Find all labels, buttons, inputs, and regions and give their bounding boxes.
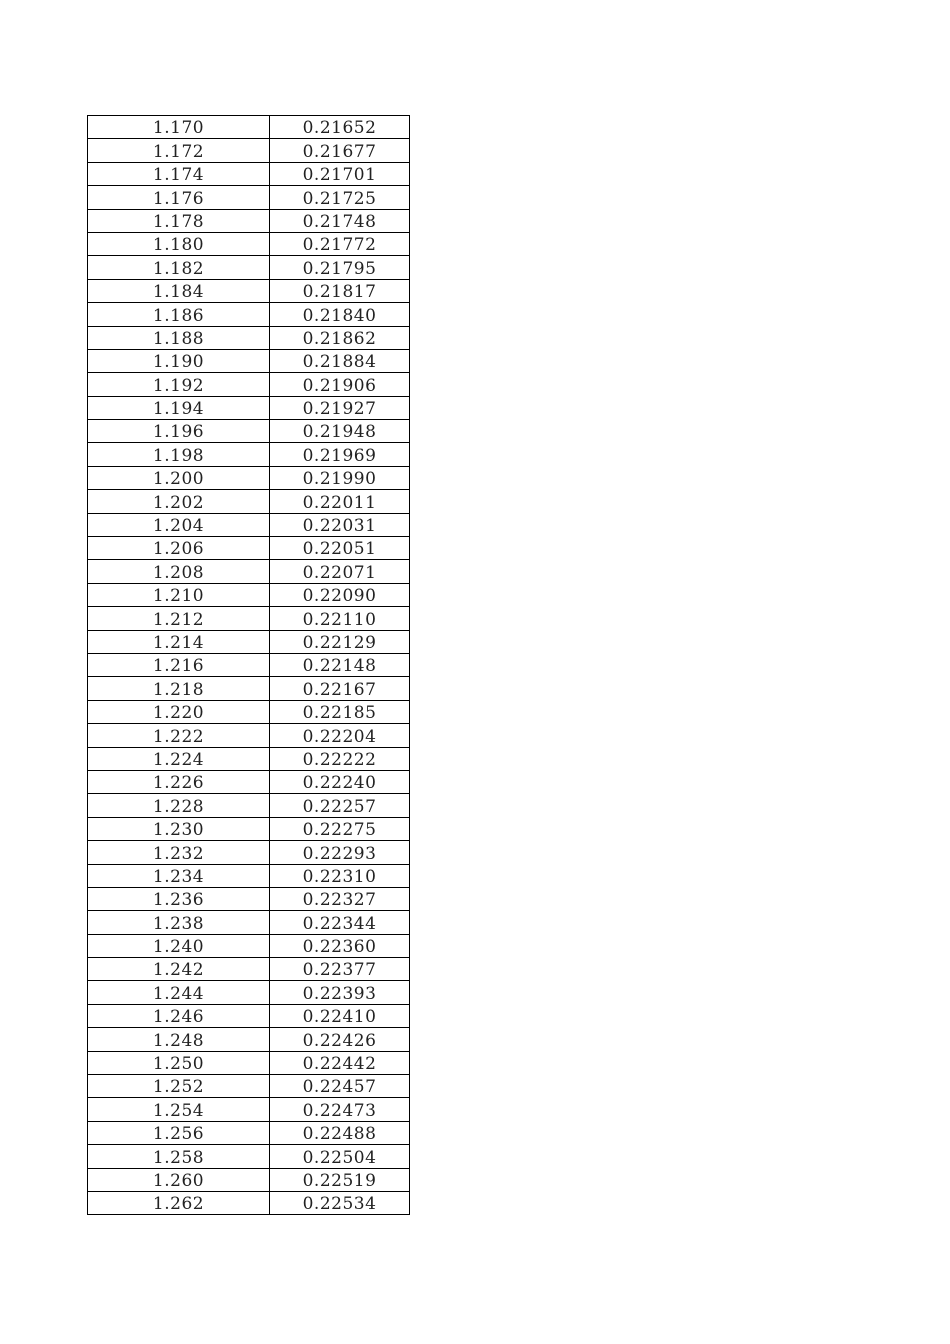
table-cell-x: 1.216 xyxy=(88,653,270,676)
table-cell-x: 1.214 xyxy=(88,630,270,653)
table-cell-y: 0.21927 xyxy=(270,396,410,419)
table-cell-y: 0.21772 xyxy=(270,232,410,255)
table-cell-y: 0.22129 xyxy=(270,630,410,653)
table-cell-x: 1.232 xyxy=(88,841,270,864)
table-row xyxy=(88,981,410,1004)
table-row xyxy=(88,443,410,466)
table-cell-x: 1.240 xyxy=(88,934,270,957)
table-cell-y: 0.22148 xyxy=(270,653,410,676)
table-cell-y: 0.21884 xyxy=(270,349,410,372)
table-cell-x: 1.250 xyxy=(88,1051,270,1074)
table-row xyxy=(88,349,410,372)
table-cell-x: 1.218 xyxy=(88,677,270,700)
table-cell-y: 0.21701 xyxy=(270,162,410,185)
table-cell-x: 1.228 xyxy=(88,794,270,817)
table-cell-y: 0.22222 xyxy=(270,747,410,770)
table-row xyxy=(88,911,410,934)
table-cell-y: 0.22051 xyxy=(270,537,410,560)
table-cell-y: 0.22504 xyxy=(270,1145,410,1168)
table-row xyxy=(88,232,410,255)
table-cell-x: 1.192 xyxy=(88,373,270,396)
table-cell-y: 0.22327 xyxy=(270,887,410,910)
table-row xyxy=(88,1168,410,1191)
table-row xyxy=(88,1098,410,1121)
table-row xyxy=(88,887,410,910)
table-row xyxy=(88,1145,410,1168)
table-cell-y: 0.22071 xyxy=(270,560,410,583)
table-row xyxy=(88,186,410,209)
table-cell-y: 0.21948 xyxy=(270,420,410,443)
table-cell-y: 0.22488 xyxy=(270,1121,410,1144)
table-row xyxy=(88,817,410,840)
table-row xyxy=(88,373,410,396)
table-cell-y: 0.22310 xyxy=(270,864,410,887)
table-cell-y: 0.22534 xyxy=(270,1191,410,1214)
table-row xyxy=(88,958,410,981)
table-cell-y: 0.21969 xyxy=(270,443,410,466)
table-cell-y: 0.22090 xyxy=(270,583,410,606)
table-row xyxy=(88,1075,410,1098)
table-cell-x: 1.230 xyxy=(88,817,270,840)
table-cell-y: 0.22377 xyxy=(270,958,410,981)
table-row xyxy=(88,700,410,723)
table-row xyxy=(88,1004,410,1027)
table-cell-x: 1.220 xyxy=(88,700,270,723)
table-cell-y: 0.21906 xyxy=(270,373,410,396)
table-cell-x: 1.256 xyxy=(88,1121,270,1144)
table-cell-x: 1.238 xyxy=(88,911,270,934)
table-row xyxy=(88,420,410,443)
table-cell-y: 0.22473 xyxy=(270,1098,410,1121)
table-cell-x: 1.184 xyxy=(88,279,270,302)
table-cell-x: 1.234 xyxy=(88,864,270,887)
table-cell-x: 1.178 xyxy=(88,209,270,232)
table-cell-y: 0.21990 xyxy=(270,466,410,489)
table-row xyxy=(88,162,410,185)
table-row xyxy=(88,396,410,419)
table-row xyxy=(88,1051,410,1074)
table-row xyxy=(88,1121,410,1144)
table-cell-y: 0.21840 xyxy=(270,303,410,326)
table-cell-y: 0.22442 xyxy=(270,1051,410,1074)
table-cell-y: 0.21862 xyxy=(270,326,410,349)
table-cell-x: 1.186 xyxy=(88,303,270,326)
table-cell-y: 0.22360 xyxy=(270,934,410,957)
table-row xyxy=(88,513,410,536)
table-cell-x: 1.198 xyxy=(88,443,270,466)
table-cell-y: 0.22457 xyxy=(270,1075,410,1098)
table-row xyxy=(88,934,410,957)
table-row xyxy=(88,209,410,232)
table-cell-x: 1.174 xyxy=(88,162,270,185)
table-cell-y: 0.22204 xyxy=(270,724,410,747)
table-cell-x: 1.202 xyxy=(88,490,270,513)
table-cell-y: 0.22031 xyxy=(270,513,410,536)
table-cell-x: 1.204 xyxy=(88,513,270,536)
table-cell-y: 0.22257 xyxy=(270,794,410,817)
table-row xyxy=(88,794,410,817)
table-cell-x: 1.254 xyxy=(88,1098,270,1121)
table-cell-x: 1.258 xyxy=(88,1145,270,1168)
table-row xyxy=(88,303,410,326)
table-row xyxy=(88,864,410,887)
table-row xyxy=(88,560,410,583)
table-cell-x: 1.206 xyxy=(88,537,270,560)
table-row xyxy=(88,630,410,653)
table-cell-x: 1.196 xyxy=(88,420,270,443)
table-cell-x: 1.210 xyxy=(88,583,270,606)
table-row xyxy=(88,841,410,864)
table-cell-x: 1.222 xyxy=(88,724,270,747)
table-cell-x: 1.190 xyxy=(88,349,270,372)
table-row xyxy=(88,1028,410,1051)
table-row xyxy=(88,653,410,676)
table-cell-x: 1.248 xyxy=(88,1028,270,1051)
table-cell-y: 0.21795 xyxy=(270,256,410,279)
table-cell-y: 0.21725 xyxy=(270,186,410,209)
table-cell-x: 1.242 xyxy=(88,958,270,981)
table-cell-x: 1.188 xyxy=(88,326,270,349)
data-table-body xyxy=(88,116,410,1215)
table-row xyxy=(88,139,410,162)
table-row xyxy=(88,677,410,700)
table-cell-x: 1.170 xyxy=(88,116,270,139)
table-row xyxy=(88,466,410,489)
table-cell-y: 0.21817 xyxy=(270,279,410,302)
table-cell-x: 1.176 xyxy=(88,186,270,209)
table-cell-y: 0.22240 xyxy=(270,770,410,793)
table-cell-y: 0.22344 xyxy=(270,911,410,934)
table-row xyxy=(88,724,410,747)
table-cell-x: 1.226 xyxy=(88,770,270,793)
table-row xyxy=(88,537,410,560)
table-cell-x: 1.180 xyxy=(88,232,270,255)
table-cell-x: 1.244 xyxy=(88,981,270,1004)
table-cell-x: 1.208 xyxy=(88,560,270,583)
table-cell-x: 1.172 xyxy=(88,139,270,162)
table-row xyxy=(88,583,410,606)
table-cell-y: 0.22393 xyxy=(270,981,410,1004)
table-row xyxy=(88,747,410,770)
table-row xyxy=(88,116,410,139)
table-cell-x: 1.212 xyxy=(88,607,270,630)
table-cell-x: 1.182 xyxy=(88,256,270,279)
table-row xyxy=(88,607,410,630)
table-cell-x: 1.260 xyxy=(88,1168,270,1191)
table-cell-x: 1.262 xyxy=(88,1191,270,1214)
table-row xyxy=(88,279,410,302)
table-cell-y: 0.22167 xyxy=(270,677,410,700)
table-cell-x: 1.246 xyxy=(88,1004,270,1027)
table-cell-x: 1.200 xyxy=(88,466,270,489)
data-table xyxy=(87,115,410,1215)
table-cell-y: 0.22293 xyxy=(270,841,410,864)
table-cell-y: 0.22519 xyxy=(270,1168,410,1191)
table-cell-y: 0.22110 xyxy=(270,607,410,630)
table-row xyxy=(88,256,410,279)
table-row xyxy=(88,326,410,349)
table-cell-y: 0.22275 xyxy=(270,817,410,840)
table-cell-y: 0.21677 xyxy=(270,139,410,162)
table-cell-x: 1.252 xyxy=(88,1075,270,1098)
table-row xyxy=(88,1191,410,1214)
table-cell-y: 0.22410 xyxy=(270,1004,410,1027)
table-cell-y: 0.21652 xyxy=(270,116,410,139)
table-cell-y: 0.21748 xyxy=(270,209,410,232)
table-cell-y: 0.22011 xyxy=(270,490,410,513)
table-row xyxy=(88,490,410,513)
table-cell-y: 0.22185 xyxy=(270,700,410,723)
table-cell-x: 1.224 xyxy=(88,747,270,770)
table-cell-y: 0.22426 xyxy=(270,1028,410,1051)
table-row xyxy=(88,770,410,793)
table-cell-x: 1.236 xyxy=(88,887,270,910)
table-cell-x: 1.194 xyxy=(88,396,270,419)
